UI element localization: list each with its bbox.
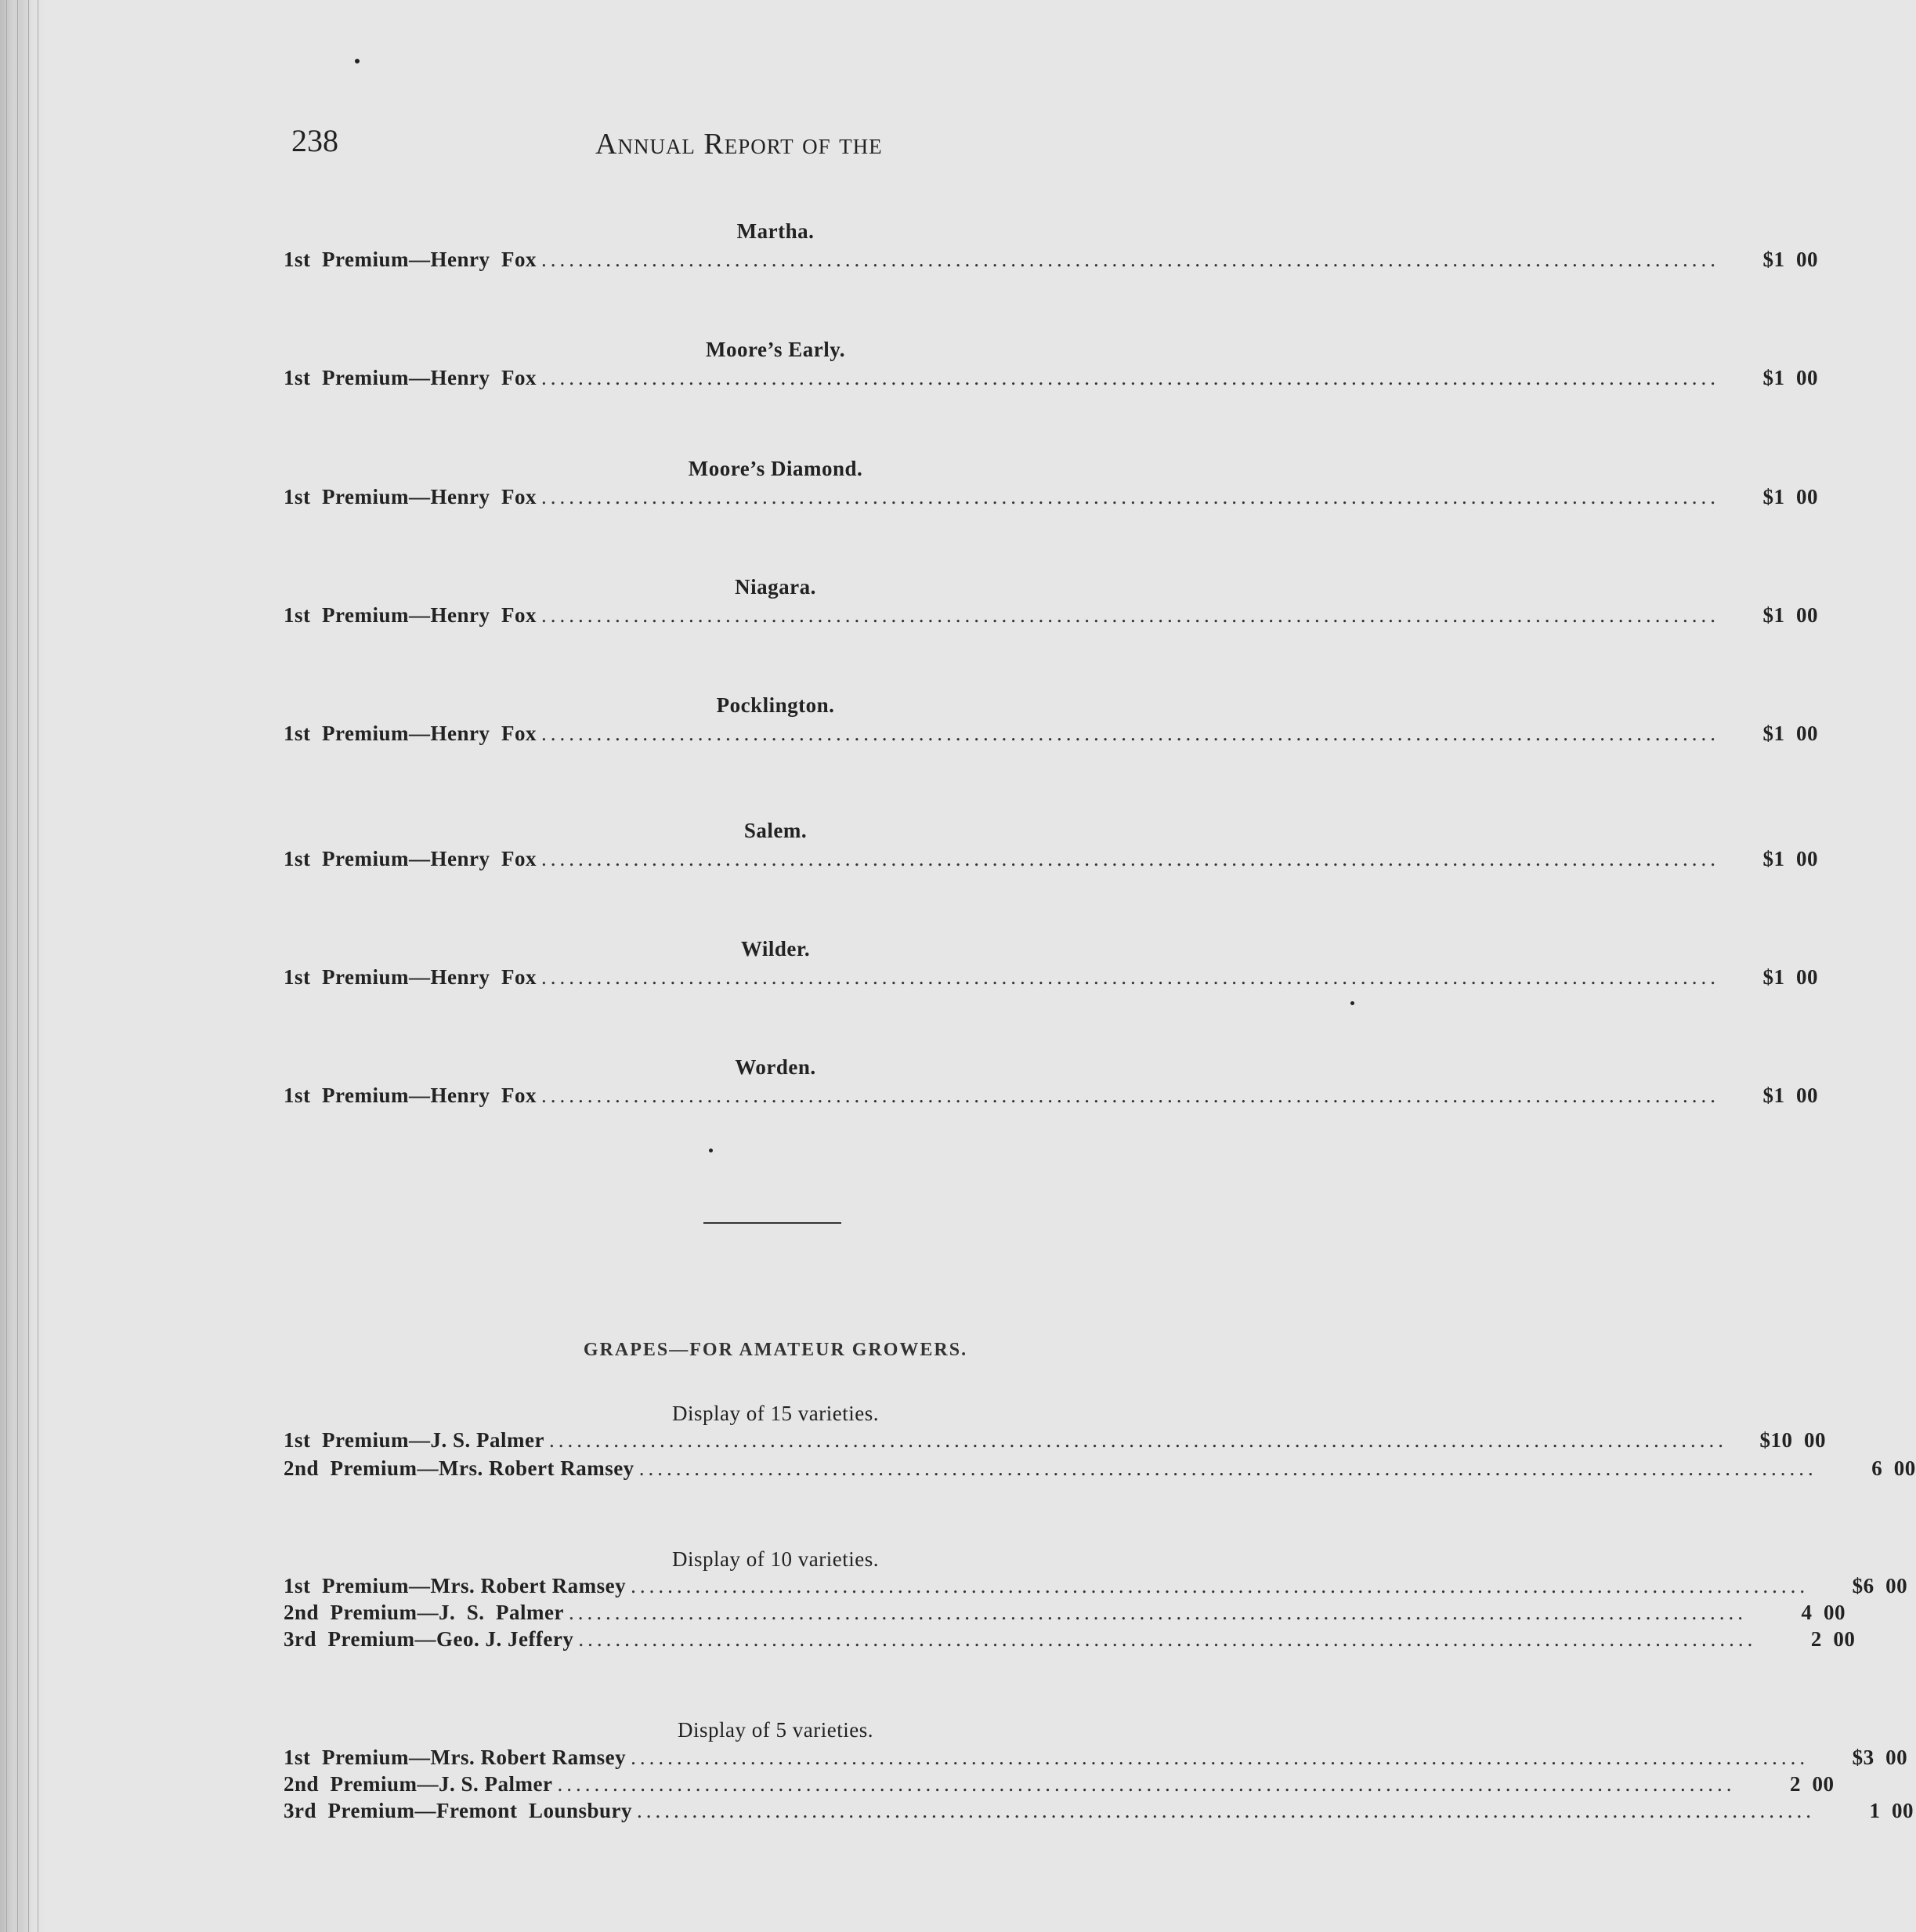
entry-label: 1st Premium—Henry Fox — [284, 366, 537, 389]
variety-heading: Salem. — [743, 819, 808, 842]
leader-dots: ................................................................................................................................ — [631, 1574, 1809, 1597]
leader-dots: ................................................................................................................................ — [578, 1627, 1757, 1651]
entry-amount: $1 00 — [1762, 603, 1818, 627]
entry-label: 2nd Premium—Mrs. Robert Ramsey — [284, 1456, 634, 1480]
entry-amount: 1 00 — [1869, 1799, 1914, 1822]
entry-amount: $1 00 — [1762, 366, 1818, 389]
entry-amount: $1 00 — [1762, 485, 1818, 508]
binding-line — [17, 0, 18, 1932]
section-title: GRAPES—FOR AMATEUR GROWERS. — [583, 1340, 968, 1360]
print-speck — [709, 1149, 713, 1152]
entry-label: 2nd Premium—J. S. Palmer — [284, 1601, 564, 1624]
leader-dots: ................................................................................................................................ — [557, 1772, 1736, 1796]
premium-entry — [284, 1084, 1818, 1110]
leader-dots: ................................................................................................................................ — [540, 847, 1719, 870]
entry-label: 1st Premium—J. S. Palmer — [284, 1428, 544, 1452]
entry-amount: $1 00 — [1762, 965, 1818, 989]
entry-amount: $1 00 — [1762, 248, 1818, 271]
entry-amount: $1 00 — [1762, 722, 1818, 745]
running-head: Annual Report of the — [595, 128, 883, 161]
premium-entry — [284, 1746, 1908, 1772]
entry-amount: $1 00 — [1762, 847, 1818, 870]
variety-heading: Moore’s Diamond. — [688, 457, 863, 480]
display-heading: Display of 10 varieties. — [672, 1547, 879, 1571]
leader-dots: ................................................................................................................................ — [548, 1428, 1727, 1452]
binding-line — [6, 0, 7, 1932]
variety-heading: Pocklington. — [716, 693, 835, 717]
page-binding-edge — [0, 0, 47, 1932]
leader-dots: ................................................................................................................................ — [540, 722, 1719, 745]
leader-dots: ................................................................................................................................ — [540, 1084, 1719, 1107]
entry-amount: $3 00 — [1852, 1746, 1908, 1769]
leader-dots: ................................................................................................................................ — [540, 965, 1719, 989]
entry-amount: $6 00 — [1852, 1574, 1908, 1597]
premium-entry — [284, 485, 1818, 512]
entry-amount: $1 00 — [1762, 1084, 1818, 1107]
premium-entry — [284, 1574, 1908, 1601]
leader-dots: ................................................................................................................................ — [638, 1456, 1817, 1480]
entry-amount: 2 00 — [1810, 1627, 1856, 1651]
variety-heading: Martha. — [736, 219, 815, 243]
premium-entry — [284, 965, 1818, 992]
leader-dots: ................................................................................................................................ — [568, 1601, 1747, 1624]
leader-dots: ................................................................................................................................ — [540, 366, 1719, 389]
entry-label: 1st Premium—Henry Fox — [284, 248, 537, 271]
entry-label: 1st Premium—Henry Fox — [284, 485, 537, 508]
leader-dots: ................................................................................................................................ — [540, 248, 1719, 271]
leader-dots: ................................................................................................................................ — [631, 1746, 1809, 1769]
leader-dots: ................................................................................................................................ — [540, 603, 1719, 627]
variety-heading: Wilder. — [740, 937, 811, 961]
premium-entry — [284, 1627, 1856, 1654]
premium-entry — [284, 847, 1818, 874]
entry-label: 1st Premium—Henry Fox — [284, 847, 537, 870]
entry-label: 1st Premium—Mrs. Robert Ramsey — [284, 1574, 627, 1597]
entry-amount: $10 00 — [1759, 1428, 1826, 1452]
premium-entry — [284, 366, 1818, 393]
entry-label: 3rd Premium—Fremont Lounsbury — [284, 1799, 633, 1822]
section-divider — [703, 1222, 841, 1224]
entry-label: 1st Premium—Henry Fox — [284, 965, 537, 989]
premium-entry — [284, 1428, 1826, 1455]
premium-entry — [284, 1456, 1916, 1483]
premium-entry — [284, 603, 1818, 630]
variety-heading: Niagara. — [735, 575, 816, 599]
entry-amount: 6 00 — [1871, 1456, 1916, 1480]
entry-amount: 4 00 — [1801, 1601, 1846, 1624]
leader-dots: ................................................................................................................................ — [540, 485, 1719, 508]
premium-entry — [284, 1601, 1846, 1627]
print-speck — [355, 59, 360, 63]
entry-label: 3rd Premium—Geo. J. Jeffery — [284, 1627, 574, 1651]
premium-entry — [284, 248, 1818, 274]
entry-label: 1st Premium—Henry Fox — [284, 603, 537, 627]
premium-entry — [284, 722, 1818, 748]
leader-dots: ................................................................................................................................ — [637, 1799, 1816, 1822]
entry-label: 1st Premium—Mrs. Robert Ramsey — [284, 1746, 627, 1769]
entry-label: 1st Premium—Henry Fox — [284, 1084, 537, 1107]
print-speck — [1350, 1001, 1354, 1005]
page-number: 238 — [291, 123, 338, 158]
display-heading: Display of 15 varieties. — [672, 1402, 879, 1425]
variety-heading: Moore’s Early. — [706, 338, 845, 361]
entry-label: 1st Premium—Henry Fox — [284, 722, 537, 745]
premium-entry — [284, 1799, 1914, 1825]
display-heading: Display of 5 varieties. — [678, 1718, 873, 1742]
variety-heading: Worden. — [735, 1055, 816, 1079]
premium-entry — [284, 1772, 1835, 1799]
entry-amount: 2 00 — [1789, 1772, 1835, 1796]
entry-label: 2nd Premium—J. S. Palmer — [284, 1772, 553, 1796]
binding-line — [28, 0, 29, 1932]
